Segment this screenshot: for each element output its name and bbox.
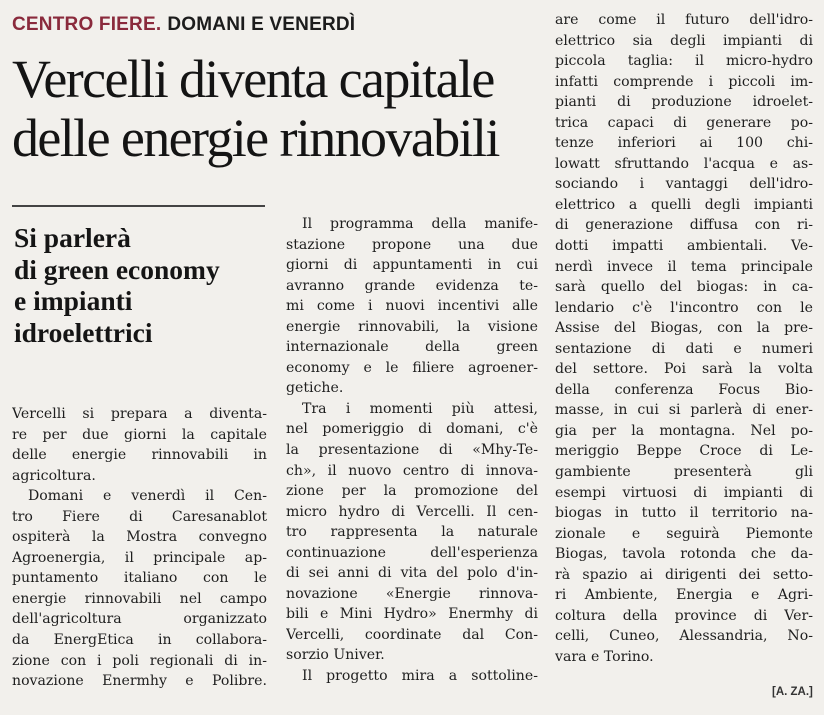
text-line: zionale e seguirà Piemonte bbox=[555, 525, 813, 542]
text-line: dell'agricoltura organizzato bbox=[12, 611, 267, 628]
text-line: economy e le filiere agroener- bbox=[286, 359, 538, 376]
text-line: lendario c'è l'incontro con le bbox=[555, 299, 813, 316]
text-line: biogas in tutto il territorio na- bbox=[555, 505, 813, 522]
text-line: esempi virtuosi di impianti di bbox=[555, 484, 813, 501]
text-line: Assise del Biogas, con la pre- bbox=[555, 320, 813, 337]
article-headline bbox=[12, 50, 557, 168]
subheadline-rule bbox=[12, 205, 265, 207]
text-line: novazione Enermhy e Polibre. bbox=[12, 673, 267, 690]
text-line: getiche. bbox=[286, 380, 344, 397]
text-line: ospiterà la Mostra convegno bbox=[12, 529, 267, 546]
text-line: dotti impatti ambientali. Ve- bbox=[555, 238, 813, 255]
subheadline-line: Si parlerà bbox=[14, 222, 131, 253]
text-line: stazione propone una due bbox=[286, 236, 538, 253]
text-line: Tra i momenti più attesi, bbox=[302, 400, 538, 417]
text-line: sorzio Univer. bbox=[286, 647, 385, 664]
text-line: energie rinnovabili nel campo bbox=[12, 590, 267, 607]
text-line: Domani e venerdì il Cen- bbox=[28, 488, 267, 505]
text-line: tro rappresenta la naturale bbox=[286, 524, 538, 541]
article-column-1 bbox=[12, 404, 267, 692]
text-line: rà spazio ai dirigenti dei setto- bbox=[555, 566, 813, 583]
text-line: continuazione dell'esperienza bbox=[286, 544, 538, 561]
text-line: Il progetto mira a sottoline- bbox=[302, 668, 538, 685]
text-line: trica capaci di generare po- bbox=[555, 114, 813, 131]
text-line: tenze inferiori ai 100 chi- bbox=[555, 135, 813, 152]
text-line: zione per la promozione del bbox=[286, 483, 538, 500]
text-line: di sei anni di vita del polo d'in- bbox=[286, 565, 538, 582]
text-line: di generazione diffusa con ri- bbox=[555, 217, 813, 234]
text-line: nel pomeriggio di domani, c'è bbox=[286, 421, 538, 438]
text-line: zione con i poli regionali di in- bbox=[12, 652, 267, 669]
article-column-3 bbox=[555, 10, 813, 668]
text-line: gia per la montagna. Nel po- bbox=[555, 422, 813, 439]
headline-line: delle energie rinnovabili bbox=[12, 108, 499, 168]
text-line: Biogas, tavola rotonda che da- bbox=[555, 546, 813, 563]
text-line: ch», il nuovo centro di innova- bbox=[286, 462, 538, 479]
text-line: Vercelli, coordinate dal Con- bbox=[286, 626, 538, 643]
text-line: masse, in cui si parlerà di ener- bbox=[555, 402, 813, 419]
text-line: della conferenza Focus Bio- bbox=[555, 381, 813, 398]
text-line: bili e Mini Hydro» Enermhy di bbox=[286, 606, 538, 623]
text-line: re per due giorni la capitale bbox=[12, 426, 267, 443]
kicker-section: CENTRO FIERE. bbox=[12, 14, 162, 35]
text-line: sentazione di dati e numeri bbox=[555, 340, 813, 357]
section-kicker bbox=[12, 14, 355, 36]
text-line: da EnergEtica in collabora- bbox=[12, 632, 267, 649]
text-line: mi come i nuovi incentivi alle bbox=[286, 298, 538, 315]
text-line: sarà quello del biogas: in ca- bbox=[555, 279, 813, 296]
text-line: puntamento italiano con le bbox=[12, 570, 267, 587]
text-line: vara e Torino. bbox=[555, 648, 654, 665]
subheadline-line: e impianti bbox=[14, 285, 133, 316]
article-column-2 bbox=[286, 214, 538, 687]
text-line: meriggio Beppe Croce di Le- bbox=[555, 443, 813, 460]
text-line: sociando i vantaggi dell'idro- bbox=[555, 176, 813, 193]
text-line: agricoltura. bbox=[12, 467, 96, 484]
text-line: energie rinnovabili, la visione bbox=[286, 318, 538, 335]
subheadline-line: idroelettrici bbox=[14, 316, 153, 348]
text-line: Vercelli si prepara a diventa- bbox=[12, 406, 267, 422]
text-line: piccola taglia: il micro-hydro bbox=[555, 53, 813, 70]
headline-line: Vercelli diventa capitale bbox=[12, 49, 494, 109]
article-subheadline bbox=[14, 222, 264, 348]
text-line: novazione «Energie rinnova- bbox=[286, 585, 538, 602]
subheadline-line: di green economy bbox=[14, 253, 220, 285]
text-line: infatti comprende i piccoli im- bbox=[555, 73, 813, 90]
text-line: Agroenergia, il principale ap- bbox=[12, 549, 267, 566]
text-line: Il programma della manife- bbox=[302, 216, 538, 232]
text-line: are come il futuro dell'idro- bbox=[555, 12, 813, 28]
author-signature: [A. ZA.] bbox=[772, 686, 813, 698]
text-line: pianti di produzione idroelet- bbox=[555, 94, 813, 111]
text-line: del settore. Poi sarà la volta bbox=[555, 361, 813, 378]
kicker-date: DOMANI E VENERDÌ bbox=[167, 14, 356, 35]
text-line: elettrico a quelli degli impianti bbox=[555, 196, 813, 213]
text-line: tro Fiere di Caresanablot bbox=[12, 508, 267, 525]
text-line: gambiente presenterà gli bbox=[555, 464, 813, 481]
text-line: ri Ambiente, Energia e Agri- bbox=[555, 587, 813, 604]
text-line: giorni di appuntamenti in cui bbox=[286, 257, 538, 274]
text-line: la presentazione di «Mhy-Te- bbox=[286, 442, 538, 459]
text-line: nerdì invece il tema principale bbox=[555, 258, 813, 275]
text-line: elettrico sia degli impianti di bbox=[555, 32, 813, 49]
text-line: micro hydro di Vercelli. Il cen- bbox=[286, 503, 538, 520]
text-line: delle energie rinnovabili in bbox=[12, 447, 267, 464]
text-line: internazionale della green bbox=[286, 339, 538, 356]
text-line: lowatt sfruttando l'acqua e as- bbox=[555, 155, 813, 172]
text-line: avranno grande evidenza te- bbox=[286, 277, 538, 294]
text-line: coltura della province di Ver- bbox=[555, 607, 813, 624]
text-line: celli, Cuneo, Alessandria, No- bbox=[555, 628, 813, 645]
